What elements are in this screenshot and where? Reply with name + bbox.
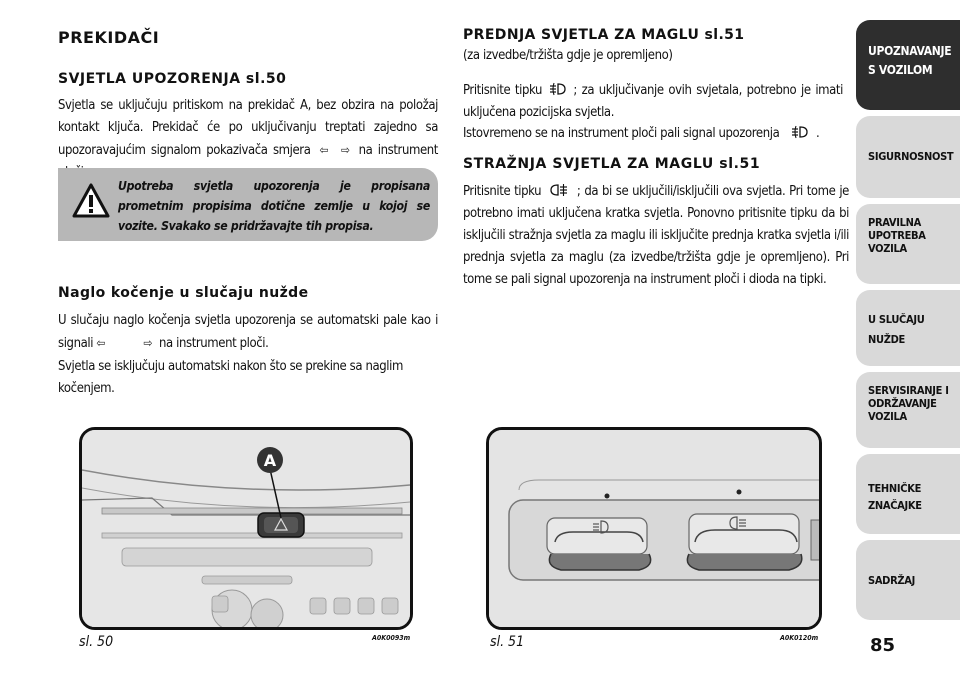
front-fog-subtitle: (za izvedbe/tržišta gdje je opremljeno) <box>463 48 673 63</box>
sidebar-item-sadrzaj[interactable]: SADRŽAJ <box>856 540 960 620</box>
page-title: PREKIDAČI <box>58 28 160 47</box>
warning-note-text: Upotreba svjetla upozorenja je propisana prometnim propisima dotične zemlje u kojoj se vozite. Svakako se pridržavajte tih propisa. <box>118 179 430 233</box>
turn-right-arrow-icon: ⇨ <box>143 336 153 350</box>
warning-note <box>58 168 438 241</box>
front-fog-light-icon <box>549 82 567 96</box>
warning-lights-heading: SVJETLA UPOZORENJA sl.50 <box>58 71 287 87</box>
figure-51-illustration <box>489 430 819 627</box>
figure-50-label: A <box>263 451 277 470</box>
sidebar-item-u-slucaju-nuzde[interactable]: U SLUČAJU NUŽDE <box>856 290 960 366</box>
emergency-braking-heading: Naglo kočenje u slučaju nužde <box>58 285 309 301</box>
front-fog-light-icon <box>791 125 809 139</box>
front-fog-paragraph-2: Istovremeno se na instrument ploči pali signal upozorenja . <box>463 126 820 141</box>
sidebar-item-upoznavanje[interactable]: UPOZNAVANJE S VOZILOM <box>856 20 960 110</box>
rear-fog-paragraph: Pritisnite tipku ; da bi se uključili/isključili ova svjetla. Pri tome je potrebno imati uključena kratka svjetla. Ponovno pritisnite tipku da bi isključili stražnja svjetla za maglu ili isključite prednja kratka svjetla i/ili prednja svjetla za maglu (za izvedbe/tržišta gdje je opremljeno). Pri tome se pali signal upozorenja na instrument ploči i dioda na tipki. <box>463 184 849 287</box>
emergency-braking-paragraph: U slučaju naglo kočenja svjetla upozorenja se automatski pale kao i signali ⇦ ⇨ na instrument ploči. <box>58 310 438 355</box>
emergency-braking-paragraph-2: Svjetla se isključuju automatski nakon što se prekine sa naglim kočenjem. <box>58 359 403 396</box>
sidebar-item-tehnicke-znacajke[interactable]: TEHNIČKE ZNAČAJKE <box>856 454 960 534</box>
figure-50 <box>79 427 413 630</box>
turn-left-arrow-icon: ⇦ <box>319 143 329 157</box>
sidebar-item-servisiranje[interactable]: SERVISIRANJE I ODRŽAVANJE VOZILA <box>856 372 960 448</box>
rear-fog-light-icon <box>549 183 569 197</box>
figure-51-code: A0K0120m <box>780 634 819 642</box>
warning-triangle-icon <box>71 181 111 221</box>
front-fog-paragraph: Pritisnite tipku ; za uključivanje ovih svjetala, potrebno je imati uključena pozicijska svjetla. <box>463 83 843 120</box>
figure-51 <box>486 427 822 630</box>
figure-50-illustration <box>82 430 410 627</box>
figure-50-caption: sl. 50 <box>79 634 114 650</box>
rear-fog-heading: STRAŽNJA SVJETLA ZA MAGLU sl.51 <box>463 156 761 172</box>
turn-right-arrow-icon: ⇨ <box>340 143 350 157</box>
sidebar-item-sigurnosnost[interactable]: SIGURNOSNOST <box>856 116 960 198</box>
turn-left-arrow-icon: ⇦ <box>96 336 106 350</box>
figure-51-caption: sl. 51 <box>490 634 525 650</box>
front-fog-heading: PREDNJA SVJETLA ZA MAGLU sl.51 <box>463 27 745 43</box>
figure-50-code: A0K0093m <box>372 634 411 642</box>
sidebar-item-pravilna-upotreba[interactable]: PRAVILNA UPOTREBA VOZILA <box>856 204 960 284</box>
warning-lights-paragraph: Svjetla se uključuju pritiskom na prekidač A, bez obzira na položaj kontakt ključa. Prekidač će po uključivanju treptati zajedno sa upozoravajućim signalom pokazivača smjera ⇦ ⇨ na instrument <box>58 95 438 184</box>
page-number: 85 <box>870 635 896 656</box>
